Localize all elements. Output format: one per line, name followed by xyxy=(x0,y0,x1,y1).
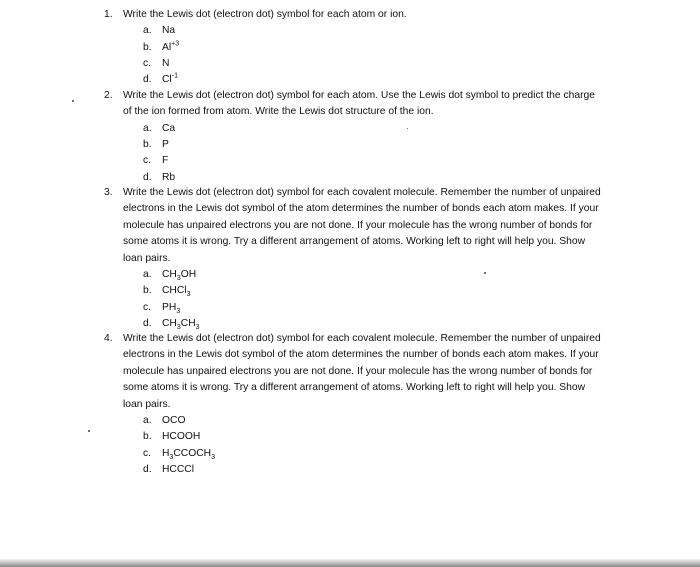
sub-item-letter: d. xyxy=(143,463,152,475)
sub-item xyxy=(104,153,604,169)
formula-part: H xyxy=(162,447,170,459)
formula-subscript: 3 xyxy=(169,453,174,461)
sub-item-letter: b. xyxy=(143,285,152,297)
sub-item-letter: a. xyxy=(143,25,152,37)
sub-item-formula: P xyxy=(162,139,169,151)
scan-speck xyxy=(484,272,486,274)
question-number: 1. xyxy=(104,9,113,20)
question-4 xyxy=(104,331,604,478)
sub-item-formula xyxy=(162,267,196,283)
sub-item-formula: N xyxy=(162,58,170,69)
sub-item-formula: Rb xyxy=(162,171,176,183)
sub-item-letter: c. xyxy=(143,447,152,459)
formula-part: CCOCH xyxy=(173,447,212,459)
formula-part: OH xyxy=(180,269,197,281)
formula-subscript: 3 xyxy=(176,323,181,331)
sub-item-letter: d. xyxy=(143,74,152,86)
scan-speck xyxy=(72,100,74,102)
question-number: 2. xyxy=(104,90,113,101)
sub-item xyxy=(104,137,604,153)
sub-item-formula: HCCCl xyxy=(162,463,195,475)
question-number: 3. xyxy=(104,187,113,198)
formula-part: CH xyxy=(162,269,177,281)
sub-item-letter: b. xyxy=(143,41,152,53)
sub-item-letter: d. xyxy=(143,317,152,329)
sub-item-letter: a. xyxy=(143,122,152,134)
question-3 xyxy=(104,185,604,332)
sub-item-formula: OCO xyxy=(162,415,186,427)
formula-part: CHCl xyxy=(162,285,187,297)
formula-part: CH xyxy=(162,317,177,329)
ion-symbol: Cl xyxy=(162,74,172,86)
sub-item xyxy=(104,413,604,429)
formula-subscript: 3 xyxy=(211,453,216,461)
sub-item-formula: Ca xyxy=(162,122,176,134)
sub-item-letter: d. xyxy=(143,171,152,183)
scan-speck xyxy=(407,128,408,129)
sub-item-formula: Na xyxy=(162,25,176,37)
sub-item-list xyxy=(104,23,604,88)
sub-item-letter: c. xyxy=(143,58,152,69)
sub-item-list xyxy=(104,413,604,478)
sub-item-list xyxy=(104,267,604,332)
sub-item xyxy=(104,23,604,39)
ion-symbol: Al xyxy=(162,41,172,53)
sub-item xyxy=(104,300,604,316)
sub-item xyxy=(104,72,604,88)
sub-item-letter: c. xyxy=(143,155,152,167)
sub-item-formula: F xyxy=(162,155,169,167)
sub-item xyxy=(104,170,604,186)
formula-part: CH xyxy=(180,317,196,329)
formula-part: PH xyxy=(162,301,177,313)
sub-item xyxy=(104,446,604,462)
question-prompt: Write the Lewis dot (electron dot) symbol for each atom. Use the Lewis dot symbol to predict the charge of the ion formed from atom. Write the Lewis dot structure of the ion. xyxy=(123,90,595,118)
sub-item-formula xyxy=(162,72,178,88)
question-prompt: Write the Lewis dot (electron dot) symbol for each atom or ion. xyxy=(123,9,407,20)
sub-item-letter: b. xyxy=(143,139,152,151)
question-2 xyxy=(104,88,604,186)
sub-item-formula xyxy=(162,316,200,332)
question-prompt: Write the Lewis dot (electron dot) symbol for each covalent molecule. Remember the number of unpaired electrons in the Lewis dot symbol of the atom determines the number of bonds each atom makes. If your molecule has unpaired electrons you are not done. If your molecule has the wrong number of bonds for some atoms it is wrong. Try a different arrangement of atoms. Working left to right will help you. Show loan pairs. xyxy=(123,187,601,264)
sub-item-letter: a. xyxy=(143,269,152,281)
sub-item-formula xyxy=(162,283,191,299)
sub-item xyxy=(104,283,604,299)
sub-item-letter: a. xyxy=(143,415,152,427)
sub-item-letter: c. xyxy=(143,301,152,313)
formula-subscript: 3 xyxy=(176,275,181,283)
sub-item-formula xyxy=(162,40,179,56)
sub-item-formula: HCOOH xyxy=(162,431,201,443)
question-1 xyxy=(104,7,604,89)
sub-item xyxy=(104,40,604,56)
sub-item xyxy=(104,462,604,478)
sub-item-list xyxy=(104,121,604,186)
question-number: 4. xyxy=(104,333,113,344)
scan-speck xyxy=(88,430,90,432)
ion-charge: -1 xyxy=(171,72,178,80)
sub-item-letter: b. xyxy=(143,431,152,443)
formula-subscript: 3 xyxy=(176,307,181,315)
sub-item xyxy=(104,316,604,332)
sub-item xyxy=(104,429,604,445)
question-prompt: Write the Lewis dot (electron dot) symbol for each covalent molecule. Remember the number of unpaired electrons in the Lewis dot symbol of the atom determines the number of bonds each atom makes. If your molecule has unpaired electrons you are not done. If your molecule has the wrong number of bonds for some atoms it is wrong. Try a different arrangement of atoms. Working left to right will help you. Show loan pairs. xyxy=(123,333,601,410)
sub-item-formula xyxy=(162,446,215,462)
sub-item xyxy=(104,267,604,283)
formula-subscript: 3 xyxy=(195,323,200,331)
ion-charge: +3 xyxy=(171,40,180,48)
sub-item xyxy=(104,121,604,137)
sub-item-formula xyxy=(162,300,180,316)
sub-item xyxy=(104,56,604,72)
formula-subscript: 3 xyxy=(186,291,191,299)
